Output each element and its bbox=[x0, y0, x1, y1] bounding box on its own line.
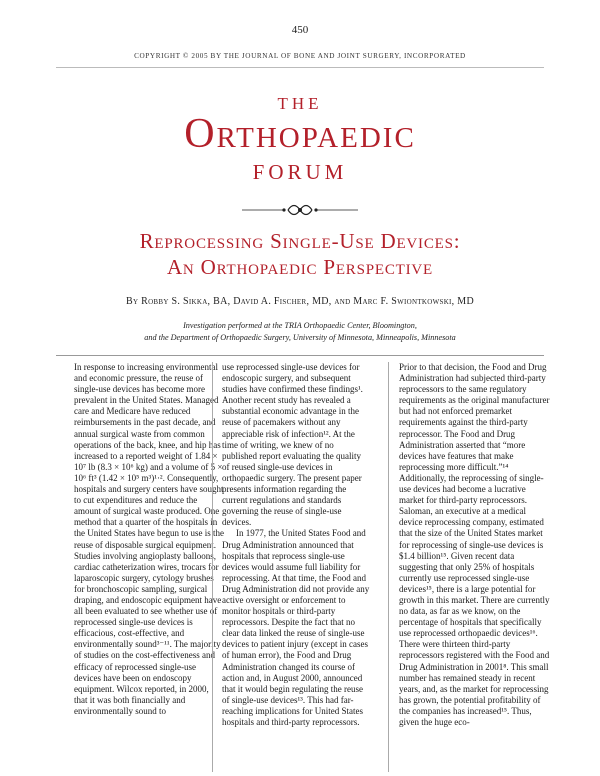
column-rule-2 bbox=[388, 362, 389, 772]
page-number: 450 bbox=[291, 24, 309, 36]
header-divider bbox=[56, 67, 544, 68]
copyright-line: COPYRIGHT © 2005 BY THE JOURNAL OF BONE AND JOINT SURGERY, INCORPORATED bbox=[134, 52, 466, 60]
forum-title: Orthopaedic bbox=[184, 111, 416, 157]
body-column-3 bbox=[399, 362, 551, 772]
body-column-1 bbox=[74, 362, 224, 772]
paragraph: Prior to that decision, the Food and Drug Administration had subjected third-party reprocessors to the same regulatory requirements as the original manufacturer but had not enforced premarket requirements against the third-party reprocessor. The Food and Drug Administration asserted that “more devices have features that make reprocessing more difficult.”¹⁴ Additionally, the reprocessing of single-use devices had become a lucrative market for third-party reprocessors. Saloman, an executive at a medical device reprocessing company, estimated that the size of the United States market for reprocessing of single-use devices is $1.4 billion¹⁵. Given recent data suggesting that only 25% of hospitals currently use reprocessed single-use devices¹⁵, there is a large potential for growth in this market. There are currently no data, as far as we know, on the percentage of hospitals that specifically use reprocessed orthopaedic devices¹⁶. There were thirteen third-party reprocessors registered with the Food and Drug Administration in 2001⁸. This small number has remained steady in recent years, and, as the market for reprocessing has grown, the potential profitability of the companies has increased¹⁵. Thus, given the huge eco- bbox=[399, 362, 550, 727]
forum-subtitle: FORUM bbox=[252, 160, 348, 184]
article-title-line-1: Reprocessing Single-Use Devices: bbox=[139, 229, 461, 253]
body-divider bbox=[56, 355, 544, 356]
article-authors: By Robby S. Sikka, BA, David A. Fischer, MD, and Marc F. Swiontkowski, MD bbox=[125, 296, 474, 307]
body-column-2 bbox=[222, 362, 370, 772]
column-rule-1 bbox=[212, 362, 213, 772]
paragraph: In 1977, the United States Food and Drug Administration announced that hospitals that reprocess single-use devices would assume full liability for reprocessing. At that time, the Food and Drug Administration did not provide any active oversight or enforcement to monitor hospitals or third-party reprocessors. Despite the fact that no clear data linked the reuse of single-use devices to patient injury (except in cases of human error), the Food and Drug Administration changed its course of action and, in August 2000, announced that it would begin regulating the reuse of single-use devices¹³. This had far-reaching implications for United States hospitals and third-party reprocessors. bbox=[222, 528, 370, 727]
paragraph: In response to increasing environmental and economic pressure, the reuse of single-use devices has become more prevalent in the United States. Managed care and Medicare have reduced reimbursements in the past decade, and annual surgical waste from common operations of the back, knee, and hip has increased to a reported weight of 1.84 × 10⁷ lb (8.3 × 10⁶ kg) and a volume of 5 × 10⁶ ft³ (1.42 × 10⁵ m³)¹·². Consequently, hospitals and surgery centers have sought to cut expenditures and reduce the amount of surgical waste produced. One method that a quarter of the hospitals in the United States have begun to use is the reuse of disposable surgical equipment. Studies involving angioplasty balloons, cardiac catheterization wires, trocars for laparoscopic surgery, cytology brushes for bronchoscopic sampling, surgical draping, and endoscopic equipment have all been evaluated to see whether use of reprocessed single-use devices is efficacious, cost-effective, and environmentally sound³⁻¹¹. The majority of studies on the cost-effectiveness and efficacy of reprocessed single-use devices have been on endoscopy equipment. Wilcox reported, in 2000, that it was both financially and environmentally sound to bbox=[74, 362, 224, 716]
affiliation-line-2: and the Department of Orthopaedic Surgery, University of Minnesota, Minneapolis, Minnesota bbox=[144, 333, 456, 342]
article-title-line-2: An Orthopaedic Perspective bbox=[166, 255, 434, 279]
affiliation-line-1: Investigation performed at the TRIA Orthopaedic Center, Bloomington, bbox=[183, 321, 417, 330]
forum-the: THE bbox=[277, 94, 323, 113]
ornament-divider-icon bbox=[0, 202, 600, 222]
paragraph: use reprocessed single-use devices for endoscopic surgery, and subsequent studies have confirmed these findings¹. Another recent study has revealed a substantial economic advantage in the reuse of pacemakers without any appreciable risk of infection¹². At the time of writing, we knew of no published report evaluating the quality of reused single-use devices in orthopaedic surgery. The present paper presents information regarding the current regulations and standards governing the reuse of single-use devices. bbox=[222, 362, 363, 528]
